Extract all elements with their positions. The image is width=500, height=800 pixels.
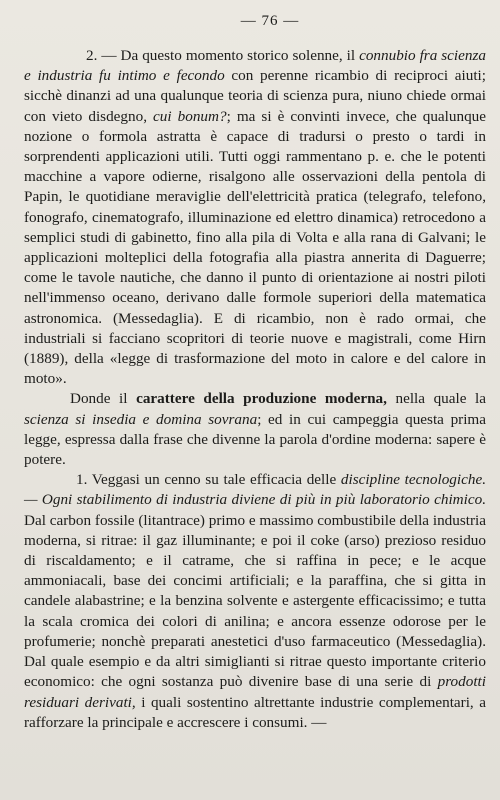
italic-text: cui bonum? [153,107,227,125]
italic-text: connubio fra scienza e industria fu intimo e fecondo [24,47,486,85]
paragraph-technology-note [24,470,486,733]
text-run: con perenne ricambio di reciproci aiuti; sicchè dinanzi ad una qualunque teoria di scienza pura, niuno chiede ormai con vieto disdegno, [24,67,486,125]
italic-text: discipline tecnologiche. — Ogni stabilimento di industria diviene di più in più laboratorio chimico. [24,471,486,509]
text-run: i quali sostentino altrettante industrie complementari, a rafforzare la principale e accrescere i consumi. — [24,693,486,731]
text-run: ; ed in cui campeggia questa prima legge, espressa dalla frase che divenne la parola d'ordine moderna: sapere è potere. [24,410,486,469]
text-run: 2. — Da questo momento storico solenne, il [86,47,360,64]
text-run: Donde il [70,390,137,408]
text-run: nella quale la [386,390,486,408]
italic-text: prodotti residuari derivati, [24,673,486,711]
text-run: ; ma si è convinti invece, che qualunque nozione o formola astratta è capace di tradursi o presto o tardi in sorprendenti applicazioni utili. Tutti oggi rammentano p. e. che le potenti macchine a vapore odierne, risalgono alle osservazioni della pentola di Papin, le quotidiane meraviglie dell'elettricità pratica (telegrafo, telefono, fonografo, cinematografo, illuminazione ed elettro dinamica) retrocedono a semplici studi di gabinetto, fino alla pila di Volta e alla rana di Galvani; le applicazioni molteplici della fotografia alla piastra annerita di Daguerre; come le tavole nautiche, che danno il punto di orientazione ai nostri piloti nell'immenso oceano, derivano dalle formole superiori della matematica astronomica. (Messedaglia). E di ricambio, non è rado ormai, che industriali si facciano scopritori di teorie nuove e magistrali, come Hirn (1889), della «legge di trasformazione del moto in calore e del calore in moto». [24,107,487,388]
page-body [24,46,486,733]
text-run: 1. Veggasi un cenno su tale efficacia delle [76,471,341,489]
italic-text: scienza si insedia e domina sovrana [24,410,258,428]
page-number: — 76 — [240,13,300,29]
text-run: Dal carbon fossile (litantrace) primo e massimo combustibile della industria moderna, si ritrae: il gaz illuminante; e poi il coke (arso) prezioso residuo di riscaldamento; e il catrame, che si raffina in pece; e le acque ammoniacali, base dei concimi artificiali; e la paraffina, che si gitta in candele alabastrine; e la benzina solvente e astergente efficacissimo; e tutta la scala cromica dei colori di anilina; e ancora essenze odorose per le profumerie; nonchè preparati anestetici d'uso farmaceutico (Messedaglia). Dal quale esempio e da altri simiglianti si ritrae questo importante criterio economico: che ogni sostanza può divenire base di una serie di [24,511,486,691]
bold-text: carattere della produzione moderna, [136,390,387,408]
paragraph-section-2 [24,46,486,389]
paragraph-modern-production [24,389,486,470]
